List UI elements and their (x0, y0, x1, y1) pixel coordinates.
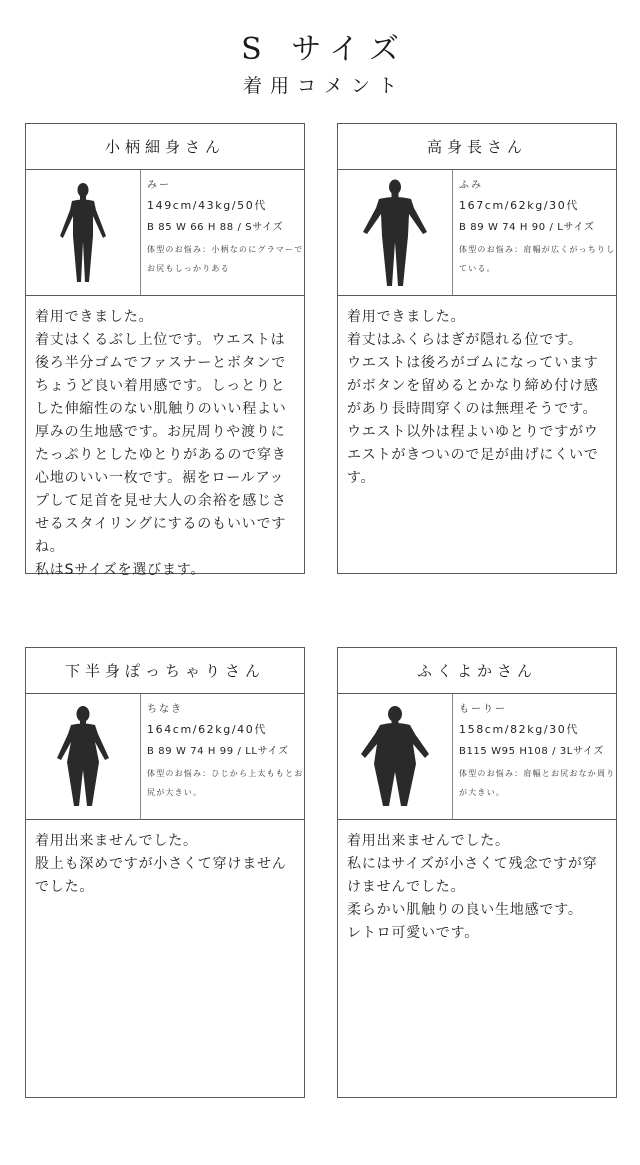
reviewer-stats: 158cm/82kg/30代 (459, 723, 579, 736)
reviewer-measurements: B115 W95 H108 / 3Lサイズ (459, 746, 604, 757)
card-title: ふくよかさん (338, 648, 616, 694)
reviewer-name: ふみ (459, 180, 483, 191)
card-title: 高身長さん (338, 124, 616, 170)
reviewer-card-slim (25, 123, 305, 578)
profile-section (26, 170, 304, 296)
card-title: 小柄細身さん (26, 124, 304, 170)
fit-comment: 着用できました。 着丈はふくらはぎが隠れる位です。 ウエストは後ろがゴムになっていますがボタンを留めるとかなり締め付け感があり長時間穿くのは無理そうです。 ウエスト以外は程よいゆとりですがウエストがきついので足が曲げにくいです。 (347, 309, 599, 486)
profile-info (140, 170, 305, 295)
profile-info (452, 170, 617, 295)
profile-section (338, 170, 616, 296)
body-concern: 体型のお悩み：小柄なのにグラマーでお尻もしっかりある (147, 245, 304, 273)
page-title: S サイズ (241, 32, 409, 67)
reviewer-stats: 164cm/62kg/40代 (147, 723, 267, 736)
reviewer-stats: 167cm/62kg/30代 (459, 199, 579, 212)
profile-section (338, 694, 616, 820)
body-silhouette-icon (26, 694, 140, 819)
reviewer-name: もーりー (459, 704, 507, 715)
reviewer-name: ちなき (147, 704, 183, 715)
reviewer-measurements: B 89 W 74 H 90 / Lサイズ (459, 222, 595, 233)
body-silhouette-icon (338, 170, 452, 295)
profile-section (26, 694, 304, 820)
reviewer-card-pear (25, 647, 305, 1098)
reviewer-card-tall (337, 123, 617, 574)
fit-comment: 着用できました。 着丈はくるぶし上位です。ウエストは後ろ半分ゴムでファスナーとボタンでちょうど良い着用感です。しっとりとした伸縮性のない肌触りのいい程よい厚みの生地感です。お尻周りや渡りにたっぷりとしたゆとりがあるので穿き心地のいい一枚です。裾をロールアップして足首を見せ大人の余裕を感じさせるスタイリングにするのもいいですね。 私はSサイズを選びます。 (35, 309, 287, 578)
body-concern: 体型のお悩み：肩幅が広くがっちりしている。 (459, 245, 616, 273)
body-silhouette-icon (338, 694, 452, 819)
reviewer-measurements: B 89 W 74 H 99 / LLサイズ (147, 746, 289, 757)
body-silhouette-icon (26, 170, 140, 295)
profile-info (452, 694, 617, 819)
card-title: 下半身ぽっちゃりさん (26, 648, 304, 694)
fit-comment: 着用出来ませんでした。 私にはサイズが小さくて残念ですが穿けませんでした。 柔らかい肌触りの良い生地感です。 レトロ可愛いです。 (347, 833, 598, 941)
page-header (0, 30, 640, 100)
fit-comment: 着用出来ませんでした。 股上も深めですが小さくて穿けませんでした。 (35, 833, 287, 895)
reviewer-card-plump (337, 647, 617, 1098)
reviewer-stats: 149cm/43kg/50代 (147, 199, 267, 212)
reviewer-measurements: B 85 W 66 H 88 / Sサイズ (147, 222, 284, 233)
body-concern: 体型のお悩み：肩幅とお尻おなか周りが大きい。 (459, 769, 616, 797)
reviewer-name: みー (147, 180, 171, 191)
body-concern: 体型のお悩み：ひじから上太ももとお尻が大きい。 (147, 769, 304, 797)
profile-info (140, 694, 305, 819)
page-subtitle: 着用コメント (242, 75, 405, 97)
